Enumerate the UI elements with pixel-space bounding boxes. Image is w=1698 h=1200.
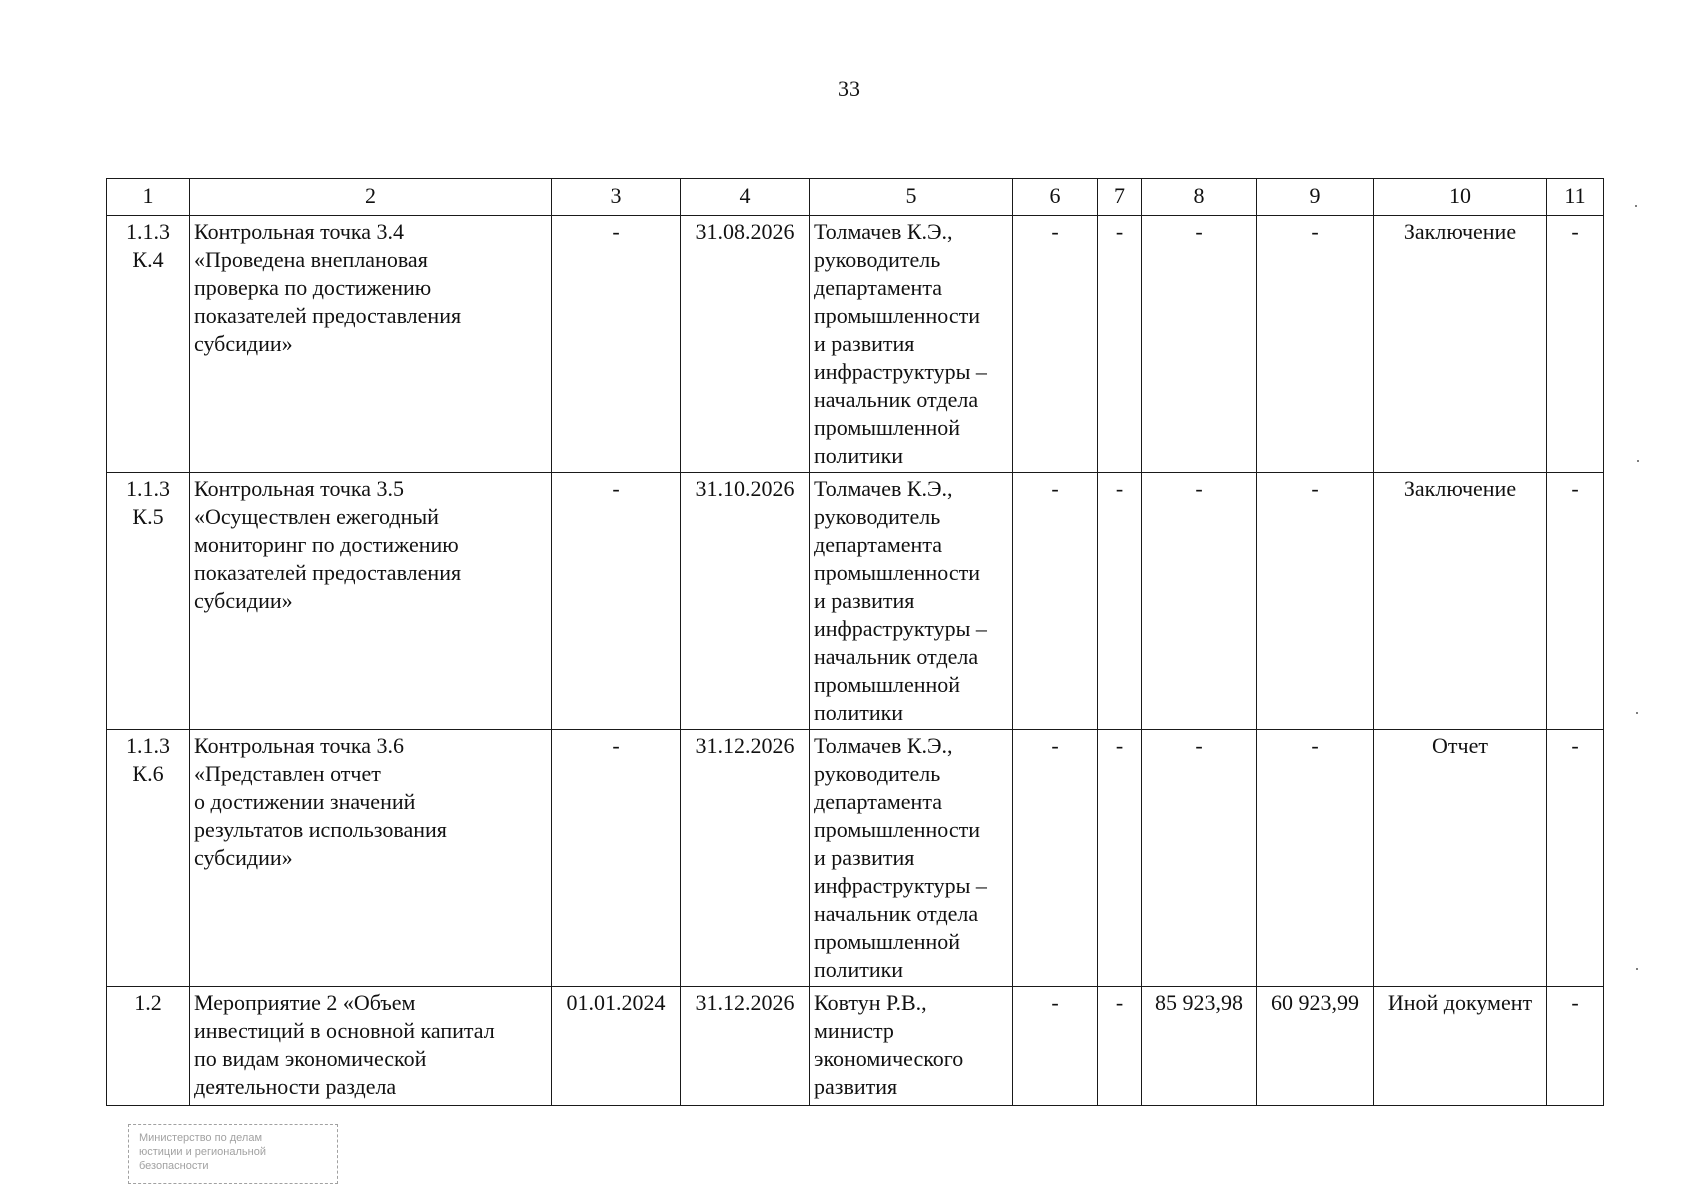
row-number: 1.1.3 К.5 (107, 473, 190, 730)
row-number: 1.2 (107, 987, 190, 1106)
row-end-date: 31.12.2026 (681, 730, 810, 987)
row-name: Мероприятие 2 «Объем инвестиций в основной капитал по видам экономической деятельности раздела (190, 987, 552, 1106)
row-start-date: - (552, 216, 681, 473)
row-name: Контрольная точка 3.6 «Представлен отчет о достижении значений результатов использования субсидии» (190, 730, 552, 987)
header-col-11: 11 (1547, 179, 1604, 216)
row-start-date: - (552, 730, 681, 987)
registration-stamp (128, 1124, 338, 1184)
row-start-date: - (552, 473, 681, 730)
row-col-11: - (1547, 730, 1604, 987)
header-col-6: 6 (1013, 179, 1098, 216)
row-end-date: 31.12.2026 (681, 987, 810, 1106)
scan-speck (1636, 712, 1638, 714)
row-col-9: - (1257, 216, 1374, 473)
scan-speck (1637, 460, 1639, 462)
row-end-date: 31.10.2026 (681, 473, 810, 730)
scan-speck (1635, 205, 1637, 207)
row-col-9: - (1257, 473, 1374, 730)
row-number: 1.1.3 К.6 (107, 730, 190, 987)
header-row (107, 179, 1604, 216)
stamp-line: безопасности (139, 1160, 209, 1172)
row-start-date: 01.01.2024 (552, 987, 681, 1106)
row-col-7: - (1098, 987, 1142, 1106)
row-col-8: 85 923,98 (1142, 987, 1257, 1106)
header-col-4: 4 (681, 179, 810, 216)
row-document: Заключение (1374, 216, 1547, 473)
row-document: Заключение (1374, 473, 1547, 730)
header-col-10: 10 (1374, 179, 1547, 216)
row-col-7: - (1098, 216, 1142, 473)
header-col-2: 2 (190, 179, 552, 216)
table-row (107, 987, 1604, 1106)
page-number: 33 (838, 76, 860, 101)
row-responsible: Толмачев К.Э., руководитель департамента промышленности и развития инфраструктуры – начальник отдела промышленной политики (810, 730, 1013, 987)
header-col-1: 1 (107, 179, 190, 216)
row-col-6: - (1013, 730, 1098, 987)
header-col-8: 8 (1142, 179, 1257, 216)
row-responsible: Толмачев К.Э., руководитель департамента промышленности и развития инфраструктуры – начальник отдела промышленной политики (810, 216, 1013, 473)
row-col-11: - (1547, 987, 1604, 1106)
row-col-8: - (1142, 216, 1257, 473)
scan-speck (1636, 968, 1638, 970)
row-number: 1.1.3 К.4 (107, 216, 190, 473)
table-row (107, 473, 1604, 730)
row-col-11: - (1547, 473, 1604, 730)
row-name: Контрольная точка 3.5 «Осуществлен ежегодный мониторинг по достижению показателей предоставления субсидии» (190, 473, 552, 730)
row-col-7: - (1098, 473, 1142, 730)
row-col-6: - (1013, 216, 1098, 473)
row-col-9: 60 923,99 (1257, 987, 1374, 1106)
row-col-7: - (1098, 730, 1142, 987)
row-col-6: - (1013, 473, 1098, 730)
row-responsible: Толмачев К.Э., руководитель департамента промышленности и развития инфраструктуры – начальник отдела промышленной политики (810, 473, 1013, 730)
row-name: Контрольная точка 3.4 «Проведена внеплановая проверка по достижению показателей предоставления субсидии» (190, 216, 552, 473)
header-col-7: 7 (1098, 179, 1142, 216)
row-document: Отчет (1374, 730, 1547, 987)
header-col-9: 9 (1257, 179, 1374, 216)
stamp-line: юстиции и региональной (139, 1146, 266, 1158)
row-col-8: - (1142, 730, 1257, 987)
row-col-11: - (1547, 216, 1604, 473)
row-col-6: - (1013, 987, 1098, 1106)
header-col-3: 3 (552, 179, 681, 216)
row-end-date: 31.08.2026 (681, 216, 810, 473)
plan-table (106, 178, 1604, 1106)
row-col-9: - (1257, 730, 1374, 987)
stamp-line: Министерство по делам (139, 1132, 263, 1144)
table-row (107, 216, 1604, 473)
row-col-8: - (1142, 473, 1257, 730)
header-col-5: 5 (810, 179, 1013, 216)
row-document: Иной документ (1374, 987, 1547, 1106)
row-responsible: Ковтун Р.В., министр экономического развития (810, 987, 1013, 1106)
table-row (107, 730, 1604, 987)
